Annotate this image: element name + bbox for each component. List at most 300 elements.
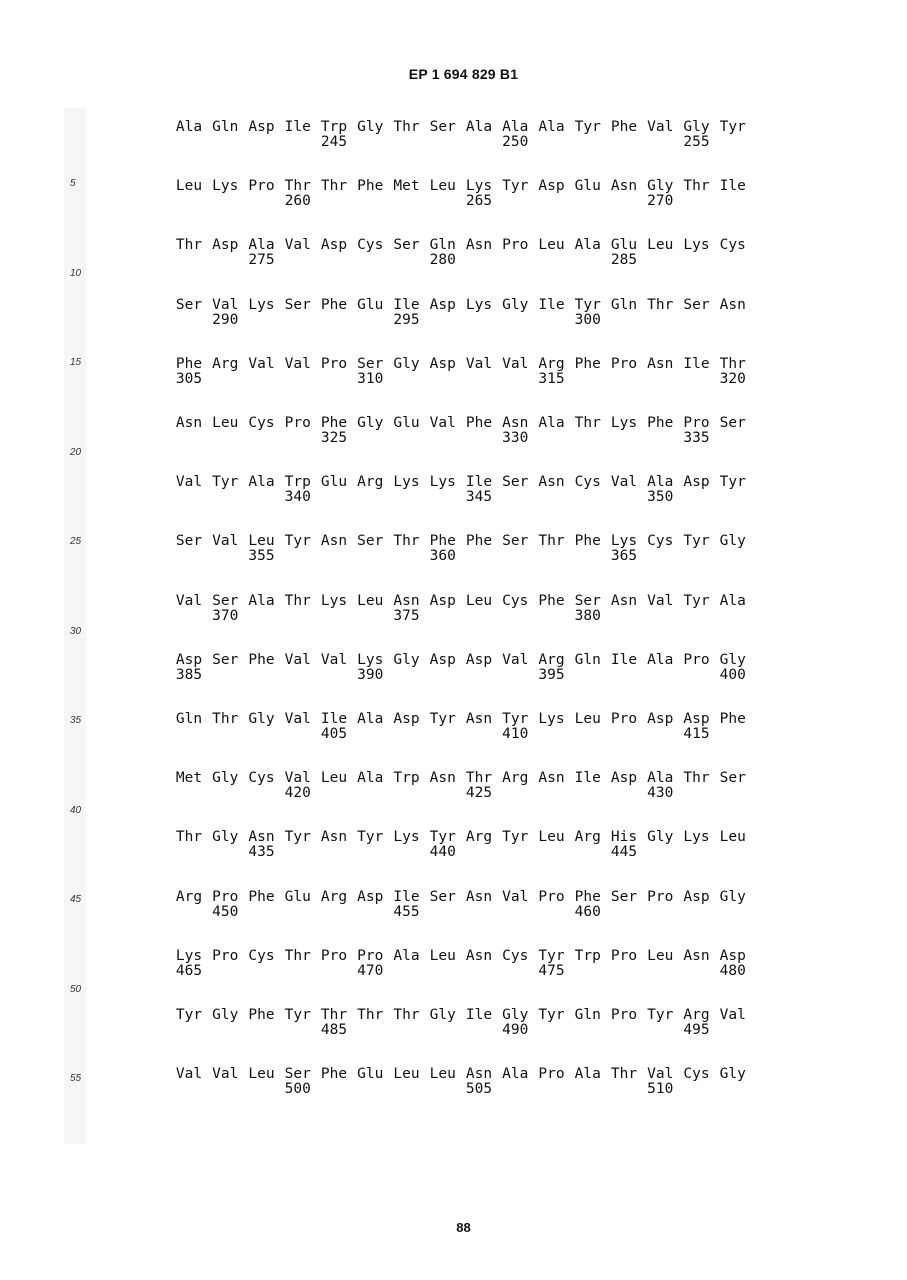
position-number: 305 bbox=[175, 370, 203, 387]
residue: Arg bbox=[538, 355, 565, 372]
residue: Lys bbox=[320, 592, 348, 609]
residue: Gly bbox=[502, 1007, 529, 1023]
residue: Pro bbox=[647, 888, 674, 905]
residue: Tyr bbox=[574, 119, 601, 135]
residue: Ser bbox=[212, 651, 239, 668]
residue: Asn bbox=[465, 1066, 493, 1083]
residue: Asp bbox=[465, 651, 493, 668]
residue: Thr bbox=[320, 178, 348, 195]
residue: Ile bbox=[320, 711, 348, 727]
residue: Gly bbox=[683, 119, 710, 135]
residue: Cys bbox=[574, 474, 601, 491]
residue: Cys bbox=[502, 592, 529, 609]
residue: Glu bbox=[284, 888, 311, 905]
sequence-row bbox=[0, 593, 907, 627]
residue: Met bbox=[393, 178, 420, 195]
sequence-row bbox=[0, 119, 907, 153]
sequence-row bbox=[0, 652, 907, 686]
position-number: 350 bbox=[647, 489, 674, 506]
residue: Lys bbox=[610, 533, 638, 550]
residue: Trp bbox=[393, 770, 420, 787]
position-number: 370 bbox=[212, 607, 239, 624]
line-number: 35 bbox=[70, 715, 82, 726]
residue: Lys bbox=[212, 178, 239, 195]
position-number: 295 bbox=[393, 311, 420, 328]
residue: Asp bbox=[429, 651, 456, 668]
position-number: 315 bbox=[538, 370, 565, 387]
position-number: 320 bbox=[719, 370, 746, 387]
residue: Phe bbox=[574, 533, 601, 550]
residue: Ile bbox=[284, 119, 311, 135]
residue: Val bbox=[647, 592, 674, 609]
residue: Ile bbox=[610, 651, 638, 668]
position-number: 380 bbox=[574, 607, 601, 624]
sequence-row bbox=[0, 770, 907, 804]
residue: Pro bbox=[284, 415, 311, 431]
residue: Thr bbox=[683, 770, 710, 787]
position-number: 360 bbox=[429, 548, 456, 565]
residue: Leu bbox=[357, 592, 384, 609]
position-number: 260 bbox=[284, 193, 311, 210]
residue: Leu bbox=[175, 178, 203, 195]
residue: Val bbox=[719, 1007, 746, 1023]
residue: Cys bbox=[248, 947, 275, 964]
residue: Ser bbox=[683, 296, 710, 313]
residue: Pro bbox=[610, 947, 638, 964]
position-number: 310 bbox=[357, 370, 384, 387]
residue: Asn bbox=[465, 888, 493, 905]
position-number: 490 bbox=[502, 1022, 529, 1038]
residue: Tyr bbox=[357, 829, 384, 846]
residue: Tyr bbox=[429, 829, 456, 846]
residue: Tyr bbox=[502, 178, 529, 195]
residue: Leu bbox=[248, 533, 275, 550]
residue: Ser bbox=[574, 592, 601, 609]
residue: Leu bbox=[429, 947, 456, 964]
position-number: 495 bbox=[683, 1022, 710, 1038]
residue: Ala bbox=[538, 119, 565, 135]
residue: Asp bbox=[538, 178, 565, 195]
residue: Phe bbox=[320, 415, 348, 431]
residue: Pro bbox=[357, 947, 384, 964]
residue: Glu bbox=[574, 178, 601, 195]
residue: Asn bbox=[320, 829, 348, 846]
residue: Tyr bbox=[284, 829, 311, 846]
residue: Arg bbox=[175, 888, 203, 905]
residue: Thr bbox=[284, 947, 311, 964]
residue: Pro bbox=[683, 651, 710, 668]
residue: Phe bbox=[429, 533, 456, 550]
residue: Gly bbox=[357, 415, 384, 431]
residue: Lys bbox=[248, 296, 275, 313]
residue: Met bbox=[175, 770, 203, 787]
residue: Leu bbox=[647, 947, 674, 964]
residue: Gly bbox=[647, 829, 674, 846]
residue: Thr bbox=[719, 355, 746, 372]
page-number: 88 bbox=[456, 1220, 471, 1235]
position-number: 250 bbox=[502, 134, 529, 150]
residue: Tyr bbox=[683, 533, 710, 550]
residue: Ile bbox=[393, 296, 420, 313]
position-number: 455 bbox=[393, 903, 420, 920]
sequence-row bbox=[0, 711, 907, 745]
sequence-row bbox=[0, 1066, 907, 1100]
residue: Lys bbox=[465, 296, 493, 313]
residue: Asn bbox=[175, 415, 203, 431]
sequence-row bbox=[0, 474, 907, 508]
position-number: 465 bbox=[175, 962, 203, 979]
residue: Phe bbox=[248, 651, 275, 668]
sequence-row bbox=[0, 415, 907, 449]
position-number: 475 bbox=[538, 962, 565, 979]
line-number: 40 bbox=[70, 804, 82, 816]
residue: Phe bbox=[719, 711, 746, 727]
residue: Ala bbox=[502, 1066, 529, 1083]
residue: Ser bbox=[284, 296, 311, 313]
residue: Phe bbox=[248, 888, 275, 905]
position-number: 375 bbox=[393, 607, 420, 624]
residue: Lys bbox=[538, 711, 565, 727]
residue: Arg bbox=[502, 770, 529, 787]
residue: Phe bbox=[465, 533, 493, 550]
residue: Ser bbox=[175, 533, 203, 550]
residue: Leu bbox=[320, 770, 348, 787]
residue: Pro bbox=[610, 1007, 638, 1023]
position-number: 280 bbox=[429, 252, 456, 269]
residue: Arg bbox=[574, 829, 601, 846]
residue: Ala bbox=[357, 711, 384, 727]
sequence-row bbox=[0, 356, 907, 390]
sequence-row bbox=[0, 889, 907, 923]
position-number: 245 bbox=[320, 134, 348, 150]
residue: Arg bbox=[538, 651, 565, 668]
residue: Tyr bbox=[574, 296, 601, 313]
residue: Thr bbox=[465, 770, 493, 787]
residue: Gly bbox=[429, 1007, 456, 1023]
residue: Thr bbox=[175, 237, 203, 254]
residue: Leu bbox=[248, 1066, 275, 1083]
position-number: 505 bbox=[465, 1081, 493, 1098]
residue: Arg bbox=[683, 1007, 710, 1023]
residue: Cys bbox=[647, 533, 674, 550]
residue: Trp bbox=[574, 947, 601, 964]
residue: Tyr bbox=[719, 119, 746, 135]
residue: Asn bbox=[538, 770, 565, 787]
line-number: 50 bbox=[70, 983, 82, 995]
residue: Asn bbox=[610, 592, 638, 609]
residue: Gly bbox=[719, 888, 746, 905]
residue: Thr bbox=[393, 119, 420, 135]
residue: Ser bbox=[719, 415, 746, 431]
residue: Lys bbox=[465, 178, 493, 195]
residue: Val bbox=[212, 296, 239, 313]
residue: Asp bbox=[320, 237, 348, 254]
residue: Phe bbox=[357, 178, 384, 195]
residue: Tyr bbox=[647, 1007, 674, 1023]
residue: Ala bbox=[175, 119, 203, 135]
residue: Glu bbox=[393, 415, 420, 431]
residue: Asn bbox=[647, 355, 674, 372]
residue: Ser bbox=[357, 533, 384, 550]
residue: Val bbox=[502, 651, 529, 668]
residue: Cys bbox=[248, 415, 275, 431]
residue: Pro bbox=[610, 711, 638, 727]
residue: Ser bbox=[719, 770, 746, 787]
residue: Ala bbox=[248, 237, 275, 254]
residue: Val bbox=[284, 711, 311, 727]
residue: Pro bbox=[320, 355, 348, 372]
residue: Thr bbox=[284, 178, 311, 195]
position-number: 510 bbox=[647, 1081, 674, 1098]
residue: Val bbox=[284, 237, 311, 254]
residue: Phe bbox=[175, 355, 203, 372]
residue: Val bbox=[175, 1066, 203, 1083]
residue: Cys bbox=[502, 947, 529, 964]
position-number: 450 bbox=[212, 903, 239, 920]
residue: Asp bbox=[683, 474, 710, 491]
residue: Ala bbox=[647, 770, 674, 787]
residue: Leu bbox=[212, 415, 239, 431]
residue: Ile bbox=[393, 888, 420, 905]
residue: Tyr bbox=[429, 711, 456, 727]
residue: Val bbox=[502, 888, 529, 905]
residue: Ser bbox=[175, 296, 203, 313]
residue: Asn bbox=[465, 237, 493, 254]
residue: Ser bbox=[212, 592, 239, 609]
line-number: 10 bbox=[70, 267, 82, 279]
residue: Asp bbox=[683, 888, 710, 905]
residue: Tyr bbox=[683, 592, 710, 609]
position-number: 265 bbox=[465, 193, 493, 210]
sequence-row bbox=[0, 297, 907, 331]
residue: Asp bbox=[357, 888, 384, 905]
residue: Leu bbox=[719, 829, 746, 846]
position-number: 440 bbox=[429, 844, 456, 861]
position-number: 460 bbox=[574, 903, 601, 920]
residue: Val bbox=[320, 651, 348, 668]
residue: Thr bbox=[284, 592, 311, 609]
residue: Asn bbox=[465, 711, 493, 727]
residue: Thr bbox=[647, 296, 674, 313]
residue: Val bbox=[502, 355, 529, 372]
residue: Gly bbox=[719, 533, 746, 550]
position-number: 480 bbox=[719, 962, 746, 979]
residue: Asn bbox=[683, 947, 710, 964]
residue: Tyr bbox=[719, 474, 746, 491]
residue: Asp bbox=[429, 592, 456, 609]
residue: His bbox=[610, 829, 638, 846]
residue: Pro bbox=[502, 237, 529, 254]
residue: Ala bbox=[574, 1066, 601, 1083]
residue: Trp bbox=[284, 474, 311, 491]
residue: Tyr bbox=[502, 829, 529, 846]
residue: Thr bbox=[393, 1007, 420, 1023]
sequence-row bbox=[0, 237, 907, 271]
residue: Val bbox=[284, 651, 311, 668]
residue: Lys bbox=[429, 474, 456, 491]
residue: Val bbox=[647, 1066, 674, 1083]
line-number: 45 bbox=[70, 894, 82, 905]
residue: Thr bbox=[683, 178, 710, 195]
residue: Val bbox=[175, 592, 203, 609]
residue: Leu bbox=[429, 178, 456, 195]
residue: Asp bbox=[248, 119, 275, 135]
residue: Asn bbox=[429, 770, 456, 787]
residue: Phe bbox=[320, 296, 348, 313]
residue: Gln bbox=[429, 237, 456, 254]
residue: Gly bbox=[212, 770, 239, 787]
residue: Val bbox=[212, 1066, 239, 1083]
position-number: 290 bbox=[212, 311, 239, 328]
position-number: 285 bbox=[610, 252, 638, 269]
residue: Thr bbox=[538, 533, 565, 550]
residue: Phe bbox=[610, 119, 638, 135]
residue: Gln bbox=[574, 1007, 601, 1023]
residue: Lys bbox=[393, 474, 420, 491]
position-number: 340 bbox=[284, 489, 311, 506]
residue: Ser bbox=[502, 533, 529, 550]
residue: Asp bbox=[647, 711, 674, 727]
residue: Tyr bbox=[175, 1007, 203, 1023]
position-number: 430 bbox=[647, 785, 674, 802]
residue: Gly bbox=[212, 1007, 239, 1023]
residue: Gln bbox=[212, 119, 239, 135]
position-number: 330 bbox=[502, 430, 529, 446]
residue: Pro bbox=[212, 947, 239, 964]
residue: Ile bbox=[683, 355, 710, 372]
residue: Leu bbox=[538, 829, 565, 846]
residue: Thr bbox=[320, 1007, 348, 1023]
residue: Glu bbox=[357, 1066, 384, 1083]
position-number: 405 bbox=[320, 726, 348, 742]
residue: Gln bbox=[574, 651, 601, 668]
residue: Glu bbox=[320, 474, 348, 491]
document-header: EP 1 694 829 B1 bbox=[408, 66, 519, 82]
sequence-row bbox=[0, 948, 907, 982]
line-number: 30 bbox=[70, 625, 82, 637]
sequence-row bbox=[0, 533, 907, 567]
residue: Tyr bbox=[502, 711, 529, 727]
residue: Phe bbox=[574, 355, 601, 372]
residue: Leu bbox=[393, 1066, 420, 1083]
residue: Asp bbox=[429, 355, 456, 372]
position-number: 335 bbox=[683, 430, 710, 446]
residue: Gly bbox=[719, 1066, 746, 1083]
line-number: 5 bbox=[70, 178, 76, 189]
residue: Arg bbox=[357, 474, 384, 491]
residue: Ile bbox=[719, 178, 746, 195]
residue: Ile bbox=[465, 1007, 493, 1023]
residue: Lys bbox=[393, 829, 420, 846]
residue: Ser bbox=[610, 888, 638, 905]
residue: Asp bbox=[175, 651, 203, 668]
residue: Phe bbox=[574, 888, 601, 905]
residue: Ile bbox=[574, 770, 601, 787]
residue: Arg bbox=[212, 355, 239, 372]
residue: Gly bbox=[393, 355, 420, 372]
residue: Cys bbox=[248, 770, 275, 787]
position-number: 255 bbox=[683, 134, 710, 150]
residue: Pro bbox=[320, 947, 348, 964]
residue: Arg bbox=[320, 888, 348, 905]
residue: Ser bbox=[429, 888, 456, 905]
residue: Lys bbox=[683, 237, 710, 254]
residue: Ile bbox=[465, 474, 493, 491]
residue: Val bbox=[465, 355, 493, 372]
residue: Val bbox=[248, 355, 275, 372]
residue: Phe bbox=[647, 415, 674, 431]
residue: Phe bbox=[248, 1007, 275, 1023]
residue: Lys bbox=[683, 829, 710, 846]
residue: Asp bbox=[719, 947, 746, 964]
residue: Lys bbox=[175, 947, 203, 964]
residue: Asn bbox=[719, 296, 746, 313]
residue: Asn bbox=[465, 947, 493, 964]
residue: Ser bbox=[284, 1066, 311, 1083]
position-number: 435 bbox=[248, 844, 275, 861]
residue: Ile bbox=[538, 296, 565, 313]
residue: Tyr bbox=[212, 474, 239, 491]
position-number: 325 bbox=[320, 430, 348, 446]
residue: Gly bbox=[212, 829, 239, 846]
position-number: 385 bbox=[175, 666, 203, 683]
residue: Ala bbox=[647, 651, 674, 668]
sequence-row bbox=[0, 829, 907, 863]
residue: Ala bbox=[502, 119, 529, 135]
residue: Leu bbox=[465, 592, 493, 609]
residue: Thr bbox=[175, 829, 203, 846]
position-number: 300 bbox=[574, 311, 601, 328]
residue: Gly bbox=[719, 651, 746, 668]
residue: Leu bbox=[538, 237, 565, 254]
residue: Val bbox=[175, 474, 203, 491]
residue: Ala bbox=[248, 592, 275, 609]
line-number: 20 bbox=[70, 446, 82, 458]
residue: Ala bbox=[393, 947, 420, 964]
position-number: 445 bbox=[610, 844, 638, 861]
residue: Pro bbox=[610, 355, 638, 372]
residue: Cys bbox=[719, 237, 746, 254]
residue: Pro bbox=[683, 415, 710, 431]
residue: Tyr bbox=[284, 1007, 311, 1023]
residue: Ala bbox=[719, 592, 746, 609]
position-number: 410 bbox=[502, 726, 529, 742]
position-number: 395 bbox=[538, 666, 565, 683]
residue: Gly bbox=[502, 296, 529, 313]
residue: Arg bbox=[465, 829, 493, 846]
residue: Phe bbox=[538, 592, 565, 609]
residue: Tyr bbox=[538, 1007, 565, 1023]
residue: Lys bbox=[610, 415, 638, 431]
sequence-row bbox=[0, 1007, 907, 1041]
residue: Glu bbox=[610, 237, 638, 254]
position-number: 400 bbox=[719, 666, 746, 683]
residue: Trp bbox=[320, 119, 348, 135]
residue: Ala bbox=[574, 237, 601, 254]
residue: Cys bbox=[357, 237, 384, 254]
residue: Ala bbox=[465, 119, 493, 135]
position-number: 425 bbox=[465, 785, 493, 802]
residue: Asn bbox=[248, 829, 275, 846]
residue: Tyr bbox=[538, 947, 565, 964]
residue: Thr bbox=[574, 415, 601, 431]
residue: Thr bbox=[357, 1007, 384, 1023]
position-number: 420 bbox=[284, 785, 311, 802]
residue: Gln bbox=[610, 296, 638, 313]
residue: Leu bbox=[574, 711, 601, 727]
residue: Pro bbox=[538, 888, 565, 905]
position-number: 390 bbox=[357, 666, 384, 683]
